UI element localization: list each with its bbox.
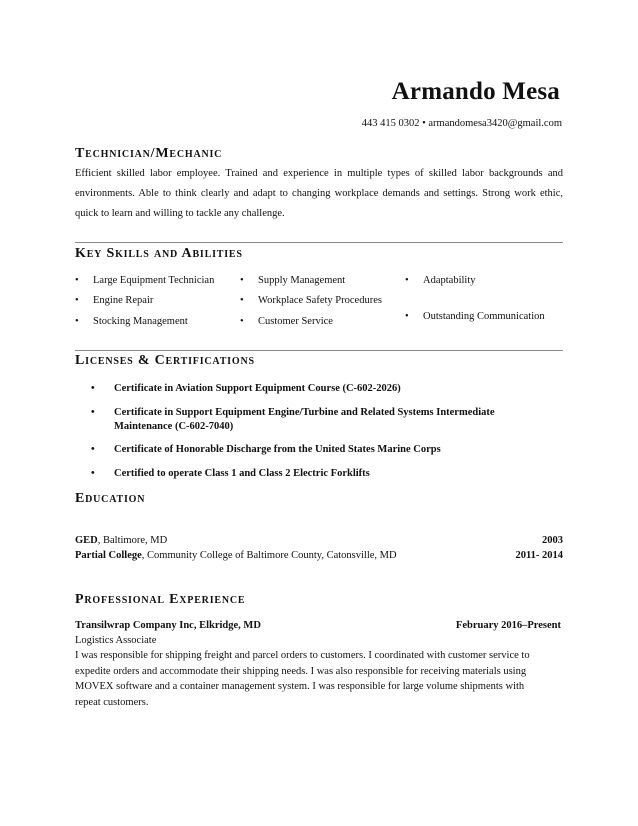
contact-line: 443 415 0302 • armandomesa3420@gmail.com [361, 118, 562, 129]
skill-label: Stocking Management [93, 316, 188, 327]
education-year: 2003 [542, 535, 563, 546]
education-detail: , Community College of Baltimore County, Catonsville, MD [141, 550, 397, 561]
education-degree: GED [75, 535, 98, 546]
bullet: • [240, 275, 244, 286]
objective-summary: Efficient skilled labor employee. Trained and experience in multiple types of skilled labor backgrounds and environments. Able to think clearly and adapt to changing workplace demands and settings. Strong work ethic, quick to learn and willing to tackle any challenge. [75, 168, 563, 219]
skill-item [75, 275, 214, 286]
skill-label: Outstanding Communication [423, 311, 545, 322]
skill-item [240, 295, 382, 306]
certification-label: Certificate of Honorable Discharge from the United States Marine Corps [114, 444, 441, 455]
skill-item [75, 316, 188, 327]
bullet: • [91, 383, 95, 394]
certification-label: Certified to operate Class 1 and Class 2 Electric Forklifts [114, 468, 370, 479]
skill-label: Workplace Safety Procedures [258, 295, 382, 306]
education-heading: Education [75, 491, 146, 506]
skill-label: Engine Repair [93, 295, 154, 306]
experience-header [75, 620, 561, 631]
bullet: • [240, 295, 244, 306]
skill-label: Large Equipment Technician [93, 275, 215, 286]
job-title: Logistics Associate [75, 635, 157, 646]
employment-dates: February 2016–Present [455, 620, 561, 631]
education-degree: Partial College [75, 550, 142, 561]
skill-item [405, 275, 476, 286]
bullet: • [240, 316, 244, 327]
education-year: 2011- 2014 [515, 550, 563, 561]
skill-item [240, 316, 333, 327]
candidate-name: Armando Mesa [391, 78, 560, 105]
bullet: • [405, 311, 409, 322]
skill-label: Customer Service [258, 316, 333, 327]
bullet: • [91, 468, 95, 479]
skill-label: Supply Management [258, 275, 346, 286]
objective-heading: Technician/Mechanic [75, 146, 223, 161]
certification-label: Certificate in Support Equipment Engine/Turbine and Related Systems Intermediate Maintenance (C-602-7040) [114, 407, 495, 432]
education-detail: , Baltimore, MD [97, 535, 168, 546]
job-description: I was responsible for shipping freight and parcel orders to customers. I coordinated with customer service to expedite orders and accommodate their shipping needs. I was also responsible for receiving materials using MOVEX software and a container management system. I was responsible for large volume shipments with repeat customers. [75, 650, 530, 708]
bullet: • [91, 407, 95, 418]
skill-item [405, 311, 545, 322]
skill-item [75, 295, 153, 306]
certifications-heading: Licenses & Certifications [75, 353, 255, 368]
certification-label: Certificate in Aviation Support Equipment Course (C-602-2026) [114, 383, 401, 394]
bullet: • [75, 295, 79, 306]
section-divider [75, 350, 563, 351]
bullet: • [75, 316, 79, 327]
skill-item [240, 275, 345, 286]
skill-label: Adaptability [423, 275, 476, 286]
education-entry [75, 550, 563, 561]
section-divider [75, 242, 563, 243]
education-entry [75, 535, 563, 546]
company-name: Transilwrap Company Inc, Elkridge, MD [75, 620, 261, 631]
bullet: • [75, 275, 79, 286]
bullet: • [405, 275, 409, 286]
bullet: • [91, 444, 95, 455]
skills-heading: Key Skills and Abilities [75, 246, 243, 261]
experience-heading: Professional Experience [75, 592, 246, 607]
